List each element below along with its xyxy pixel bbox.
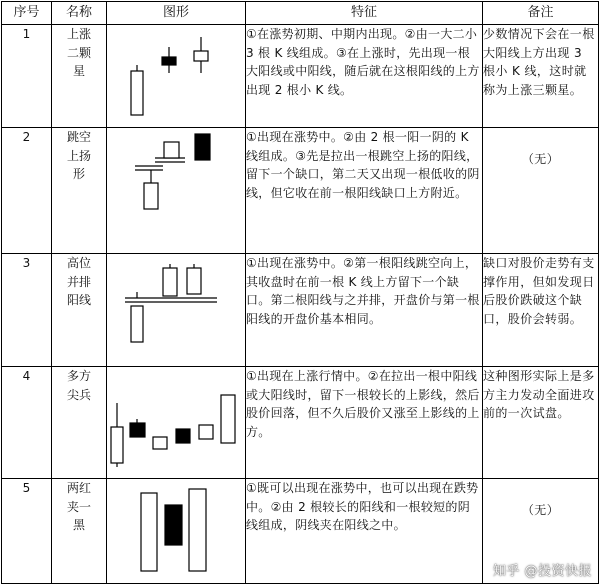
yin-candle xyxy=(130,423,145,437)
row-name xyxy=(52,254,107,367)
table-row xyxy=(2,25,599,128)
row-note: 少数情况下会在一根大阳线上方出现 3 根小 K 线，这时就称为上涨三颗星。 xyxy=(483,25,599,128)
watermark: 知乎 @投资快报 xyxy=(492,564,592,579)
header-row xyxy=(2,2,599,25)
row-feature: ①出现在上涨行情中。②在拉出一根中阳线或大阳线时，留下一根较长的上影线，然后股价回落，但不久后股价又涨至上影线的上方。 xyxy=(246,367,483,479)
yang-candle xyxy=(111,427,123,463)
small-yin-candle xyxy=(162,57,176,65)
row-name xyxy=(52,479,107,584)
high-side-by-side-yang-pattern xyxy=(107,254,246,366)
row-figure xyxy=(107,254,246,367)
row-note: 缺口对股价走势有支撑作用，但如发现日后股价跌破这个缺口，股价会转弱。 xyxy=(483,254,599,367)
header-name: 名称 xyxy=(52,2,107,25)
yin-candle xyxy=(195,134,210,160)
row-seq: 5 xyxy=(2,479,52,584)
row-seq: 4 xyxy=(2,367,52,479)
right-yang-candle xyxy=(189,489,206,571)
row-name xyxy=(52,25,107,128)
table-row xyxy=(2,128,599,254)
small-yang-candle xyxy=(153,437,167,449)
breakout-yang-candle xyxy=(221,395,235,443)
two-red-one-black-pattern xyxy=(107,479,246,583)
row-note: （无） xyxy=(483,128,599,254)
row-name-text: 跳空上扬形 xyxy=(66,130,91,181)
row-feature: ①在涨势初期、中期内出现。②由一大二小 3 根 K 线组成。③在上涨时，先出现一根大阳线或中阳线，随后就在这根阳线的上方出现 2 根小 K 线。 xyxy=(246,25,483,128)
header-feature: 特征 xyxy=(246,2,483,25)
bull-spearhead-pattern xyxy=(107,367,246,478)
row-name-text: 两红夹一黑 xyxy=(66,481,91,532)
header-figure: 图形 xyxy=(107,2,246,25)
row-feature: ①出现在涨势中。②由 2 根一阳一阴的 K 线组成。③先是拉出一根跳空上扬的阳线，留下一个缺口，第二天又出现一根低收的阴线，但它收在前一根阳线缺口上方附近。 xyxy=(246,128,483,254)
row-seq: 2 xyxy=(2,128,52,254)
header-seq: 序号 xyxy=(2,2,52,25)
up-two-stars-pattern xyxy=(107,25,246,127)
small-yang-candle-2 xyxy=(199,425,213,439)
header-note: 备注 xyxy=(483,2,599,25)
row-figure xyxy=(107,479,246,584)
row-name-text: 上涨二颗星 xyxy=(66,27,91,78)
row-name-text: 高位并排阳线 xyxy=(66,256,91,307)
row-feature: ①出现在涨势中。②第一根阳线跳空向上，其收盘时在前一根 K 线上方留下一个缺口。第二根阳线与之并排，开盘价与第一根阳线的开盘价基本相同。 xyxy=(246,254,483,367)
table-row xyxy=(2,367,599,479)
row-note: （无） xyxy=(483,479,599,584)
row-figure xyxy=(107,367,246,479)
small-yang-candle xyxy=(194,51,208,61)
row-seq: 3 xyxy=(2,254,52,367)
first-gap-yang-candle xyxy=(163,268,177,296)
row-feature: ①既可以出现在涨势中，也可以出现在跌势中。②由 2 根较长的阳线和一根较短的阴线组成，阴线夹在阳线之中。 xyxy=(246,479,483,584)
big-yang-candle xyxy=(131,71,143,115)
row-note: 这种图形实际上是多方主力发动全面进攻前的一次试盘。 xyxy=(483,367,599,479)
row-name xyxy=(52,367,107,479)
middle-yin-candle xyxy=(165,505,182,545)
table-row xyxy=(2,254,599,367)
second-gap-yang-candle xyxy=(187,268,201,294)
gap-up-pattern xyxy=(107,128,246,253)
row-figure xyxy=(107,25,246,128)
gap-yang-candle xyxy=(164,142,179,158)
row-seq: 1 xyxy=(2,25,52,128)
yang-candle xyxy=(144,183,158,209)
row-name xyxy=(52,128,107,254)
row-name-text: 多方尖兵 xyxy=(66,369,91,402)
base-yang-candle xyxy=(131,306,143,342)
row-figure xyxy=(107,128,246,254)
small-yin-candle xyxy=(176,429,190,443)
left-yang-candle xyxy=(141,493,157,571)
kline-pattern-table xyxy=(1,1,599,584)
